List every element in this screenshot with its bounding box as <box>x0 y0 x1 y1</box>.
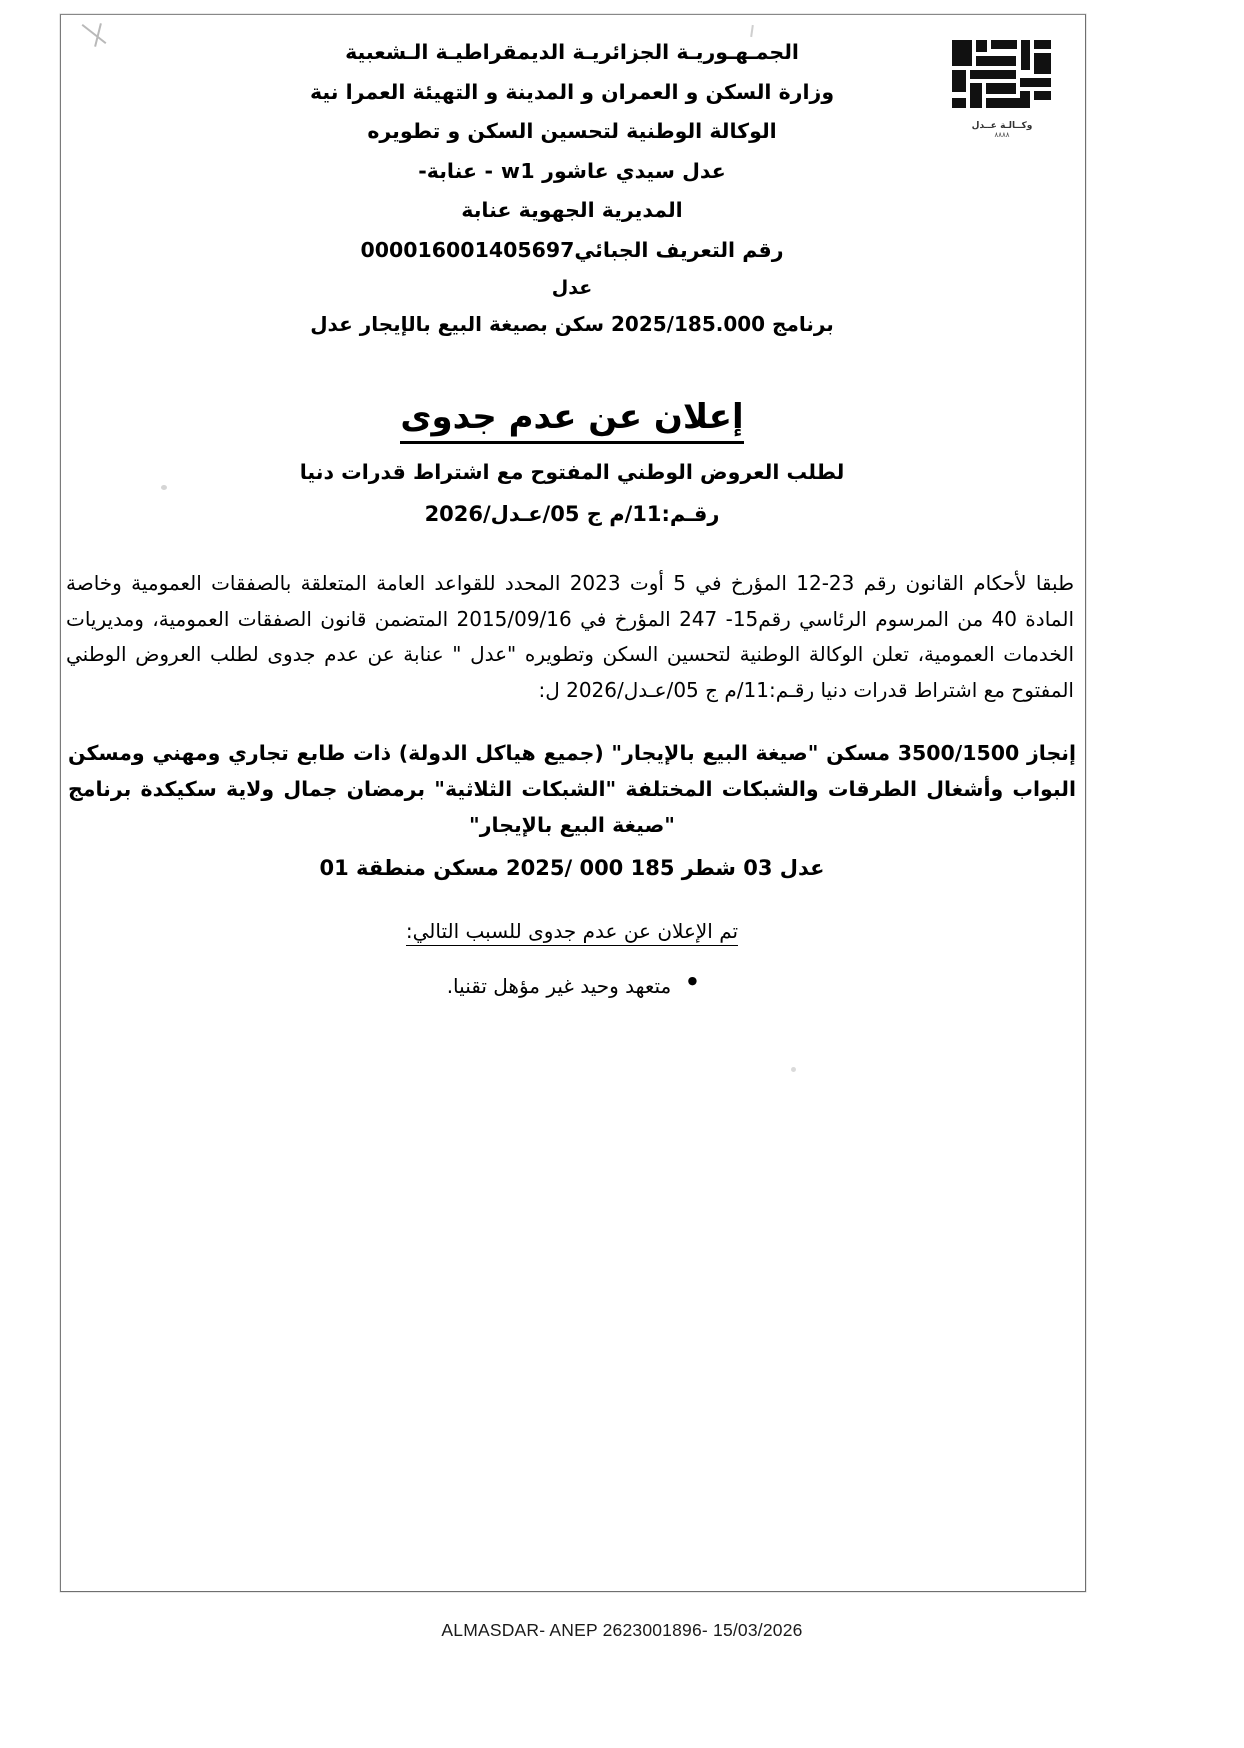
page-title: إعلان عن عدم جدوى <box>400 398 743 444</box>
masthead-line-agency: الوكالة الوطنية لتحسين السكن و تطويره <box>367 119 777 143</box>
project-description-paragraph: إنجاز 3500/1500 مسكن "صيغة البيع بالإيجار" (جميع هياكل الدولة) ذات طابع تجاري ومهني ومسكن البواب وأشغال الطرقات والشبكات المختلفة "الشبكات الثلاثية" برمضان جمال ولاية سكيكدة برنامج "صيغة البيع بالإيجار" <box>68 741 1076 838</box>
reason-heading: تم الإعلان عن عدم جدوى للسبب التالي: <box>406 918 738 946</box>
reason-list <box>62 972 1082 1000</box>
masthead <box>62 42 1082 353</box>
masthead-line-aadl: عدل <box>551 277 593 299</box>
title-block <box>62 398 1082 527</box>
masthead-line-ministry: وزارة السكن و العمران و المدينة و التهيئة العمرا نية <box>309 79 835 104</box>
project-program-line: عدل 03 شطر 185 000 /2025 مسكن منطقة 01 <box>319 856 825 880</box>
logo-caption-sub: ٨٨٨٨ <box>994 131 1010 139</box>
document-content <box>62 16 1082 1586</box>
legal-basis-paragraph: طبقا لأحكام القانون رقم 23-12 المؤرخ في 5 أوت 2023 المحدد للقواعد العامة المتعلقة بالصفقات العمومية وخاصة المادة 40 من المرسوم الرئاسي رقم15- 247 المؤرخ في 2015/09/16 المتضمن قانون الصفقات العمومية، ومديريات الخدمات العمومية، تعلن الوكالة الوطنية لتحسين السكن وتطويره "عدل " عنابة عن عدم جدوى لطلب العروض الوطني المفتوح مع اشتراط قدرات دنيا رقـم:11/م ج 05/عـدل/2026 ل: <box>66 571 1074 702</box>
list-item: ● متعهد وحيد غير مؤهل تقنيا. <box>447 972 698 1000</box>
masthead-line-branch: عدل سيدي عاشور w1 - عنابة- <box>418 158 726 183</box>
masthead-line-directorate: المديرية الجهوية عنابة <box>461 198 683 222</box>
masthead-line-program: برنامج 2025/185.000 سكن بصيغة البيع بالإيجار عدل <box>310 312 834 336</box>
logo-caption: وكــالـة عــدل <box>971 121 1033 131</box>
footer-anep-note: ALMASDAR- ANEP 2623001896- 15/03/2026 <box>441 1620 803 1640</box>
masthead-line-tax-id: رقم التعريف الجبائي000016001405697 <box>360 237 784 262</box>
masthead-line-republic: الجمـهـوريـة الجزائريـة الديمقراطيـة الـشعبية <box>345 40 799 64</box>
tender-reference-number: رقـم:11/م ج 05/عـدل/2026 <box>424 501 720 526</box>
body-block <box>62 566 1082 1000</box>
page-subtitle: لطلب العروض الوطني المفتوح مع اشتراط قدرات دنيا <box>299 460 845 485</box>
